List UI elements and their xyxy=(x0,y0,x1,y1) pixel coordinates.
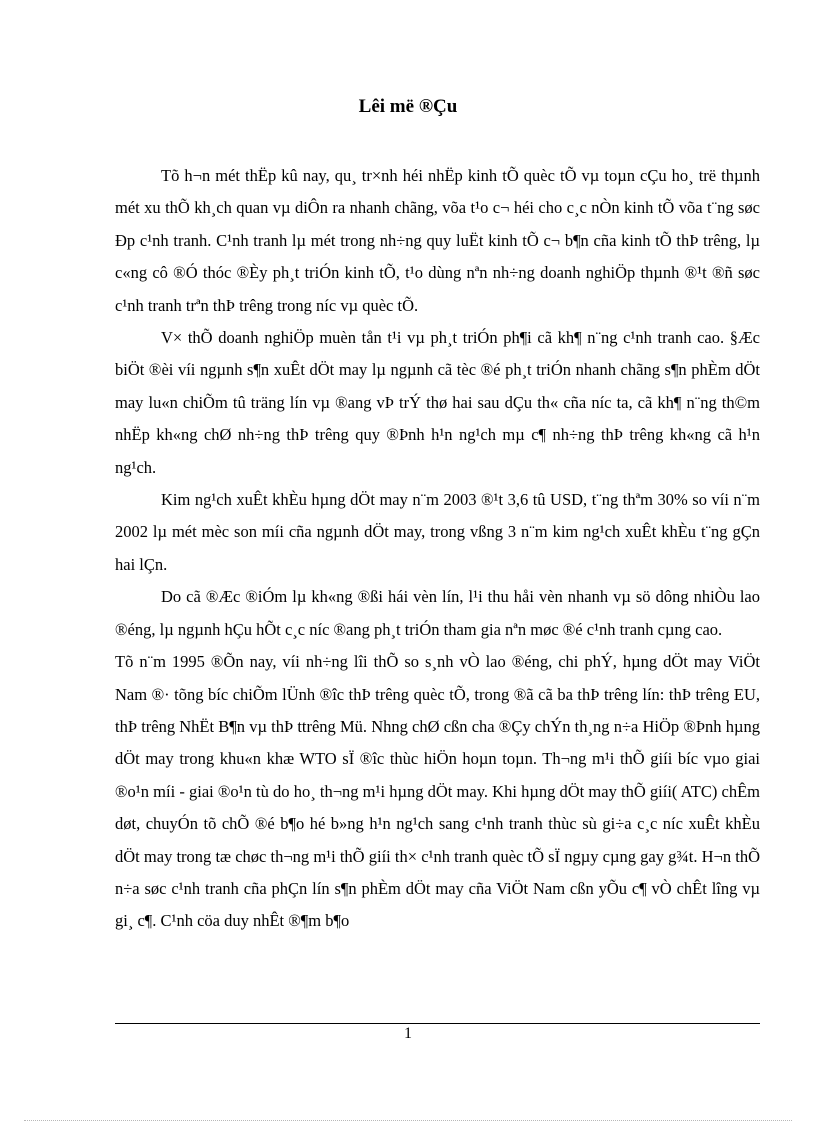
paragraph-5: Tõ n¨m 1995 ®Õn nay, víi nh÷ng lîi thÕ so s¸nh vÒ lao ®éng, chi phÝ, hµng dÖt may ViÖt Nam ®· tõng bíc chiÕm lÜnh ®îc thÞ trêng quèc tÕ, trong ®ã cã ba thÞ trêng lín: thÞ trêng EU, thÞ trêng NhËt B¶n vµ thÞ ttrêng Mü. Nhng chØ cßn cha ®Çy chÝn th¸ng n÷a HiÖp ®Þnh hµng dÖt may trong khu«n khæ WTO sÏ ®îc thùc hiÖn hoµn toµn. Th¬ng m¹i thÕ giíi bíc vµo giai ®o¹n míi - giai ®o¹n tù do ho¸ th¬ng m¹i hµng dÖt may. Khi hµng dÖt may thÕ giíi( ATC) chÊm døt, chuyÓn tõ chÕ ®é b¶o hé b»ng h¹n ng¹ch sang c¹nh tranh thùc sù gi÷a c¸c níc xuÊt khÈu dÖt may trong tæ chøc th¬ng m¹i thÕ giíi th× c¹nh tranh quèc tÕ sÏ ngµy cµng gay g¾t. H¬n thÕ n÷a søc c¹nh tranh cña phÇn lín s¶n phÈm dÖt may cña ViÖt Nam cßn yÕu c¶ vÒ chÊt lîng vµ gi¸ c¶. C¹nh cöa duy nhÊt ®¶m b¶o xyxy=(115,652,760,931)
paragraph-2: V× thÕ doanh nghiÖp muèn tån t¹i vµ ph¸t triÓn ph¶i cã kh¶ n¨ng c¹nh tranh cao. §Æc biÖt ®èi víi ngµnh s¶n xuÊt dÖt may lµ ngµnh cã tèc ®é ph¸t triÓn nhanh chãng s¶n phÈm dÖt may lu«n chiÕm tû träng lín vµ ®ang vÞ trÝ thø hai sau dÇu th« cña níc ta, cã kh¶ n¨ng th©m nhËp kh«ng chØ nh÷ng thÞ trêng quy ®Þnh h¹n ng¹ch mµ c¶ nh÷ng thÞ trêng kh«ng cã h¹n ng¹ch. xyxy=(115,328,760,477)
paragraph-3: Kim ng¹ch xuÊt khÈu hµng dÖt may n¨m 2003 ®¹t 3,6 tû USD, t¨ng thªm 30% so víi n¨m 2002 lµ mét mèc son míi cña ngµnh dÖt may, trong vßng 3 n¨m kim ng¹ch xuÊt khÈu t¨ng gÇn hai lÇn. xyxy=(115,490,760,574)
body-text xyxy=(115,160,760,938)
footer-divider xyxy=(115,1023,760,1024)
paragraph-1: Tõ h¬n mét thËp kû nay, qu¸ tr×nh héi nhËp kinh tÕ quèc tÕ vµ toµn cÇu ho¸ trë thµnh mét xu thÕ kh¸ch quan vµ diÔn ra nhanh chãng, võa t¹o c¬ héi cho c¸c nÒn kinh tÕ võa t¨ng søc Ðp c¹nh tranh. C¹nh tranh lµ mét trong nh÷ng quy luËt kinh tÕ c¬ b¶n cña kinh tÕ thÞ trêng, lµ c«ng cô ®Ó thóc ®Èy ph¸t triÓn kinh tÕ, t¹o dùng nªn nh÷ng doanh nghiÖp thµnh ®¹t ®ñ søc c¹nh tranh trªn thÞ trêng trong níc vµ quèc tÕ. xyxy=(115,166,760,315)
page-number: 1 xyxy=(404,1025,412,1042)
page-edge-dotted-line xyxy=(24,1120,792,1121)
paragraph-4: Do cã ®Æc ®iÓm lµ kh«ng ®ßi hái vèn lín, l¹i thu håi vèn nhanh vµ sö dông nhiÒu lao ®éng, lµ ngµnh hÇu hÕt c¸c níc ®ang ph¸t triÓn tham gia nªn møc ®é c¹nh tranh cµng cao. xyxy=(115,587,760,639)
page-title: Lêi më ®Çu xyxy=(358,96,458,117)
